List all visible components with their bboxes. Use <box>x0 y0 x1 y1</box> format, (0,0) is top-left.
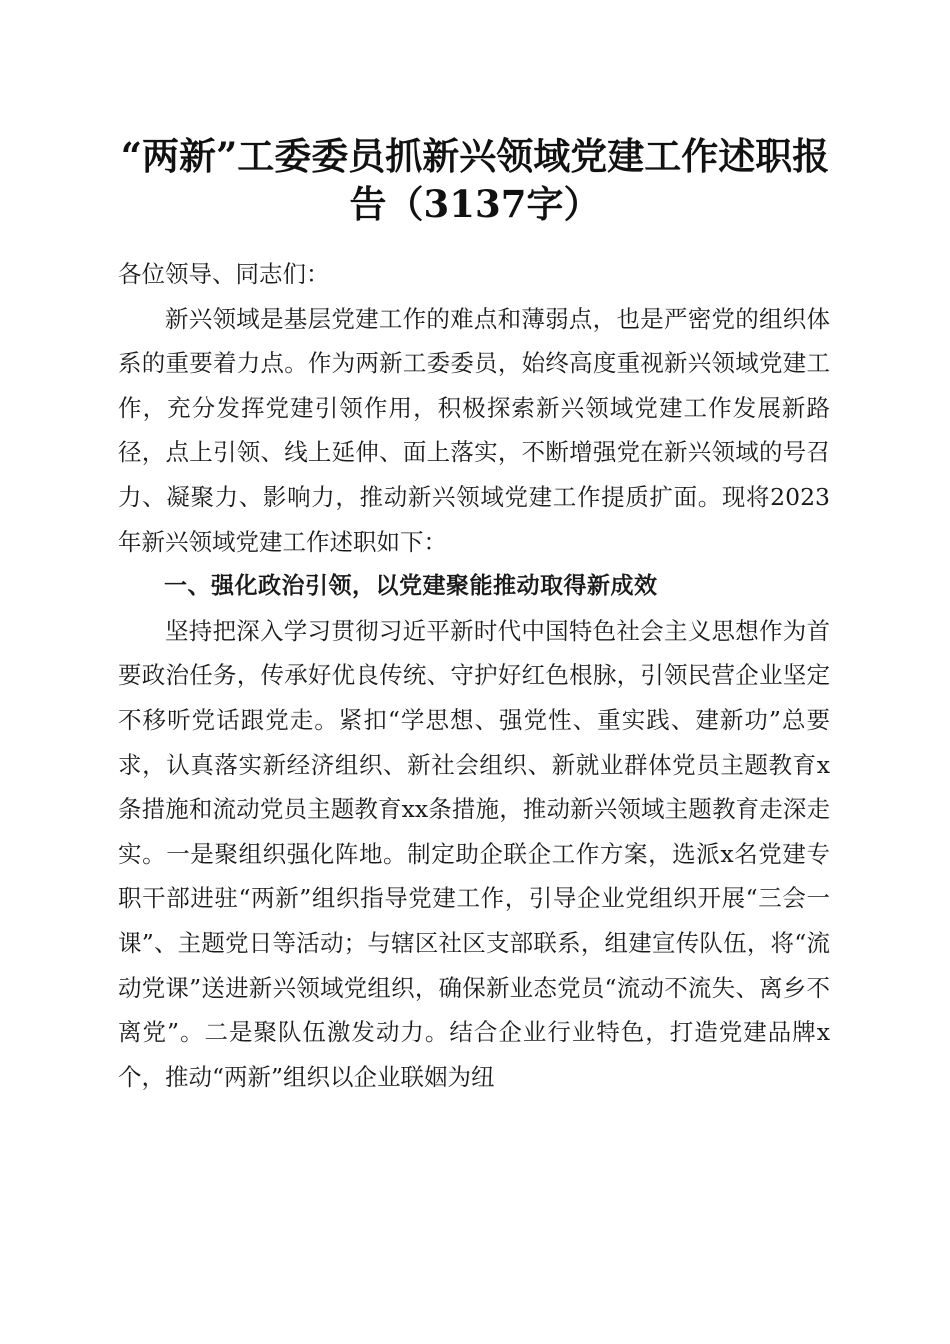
document-title <box>120 132 830 228</box>
section-1-paragraph: 坚持把深入学习贯彻习近平新时代中国特色社会主义思想作为首要政治任务，传承好优良传统、守护好红色根脉，引领民营企业坚定不移听党话跟党走。紧扣“学思想、强党性、重实践、建新功”总要求，认真落实新经济组织、新社会组织、新就业群体党员主题教育x条措施和流动党员主题教育xx条措施，推动新兴领域主题教育走深走实。一是聚组织强化阵地。制定助企联企工作方案，选派x名党建专职干部进驻“两新”组织指导党建工作，引导企业党组织开展“三会一课”、主题党日等活动；与辖区社区支部联系，组建宣传队伍，将“流动党课”送进新兴领域党组织，确保新业态党员“流动不流失、离乡不离党”。二是聚队伍激发动力。结合企业行业特色，打造党建品牌x个，推动“两新”组织以企业联姻为纽 <box>118 616 830 1091</box>
section-1-heading: 一、强化政治引领，以党建聚能推动取得新成效 <box>164 573 658 600</box>
document-body <box>118 252 830 1099</box>
salutation: 各位领导、同志们： <box>118 260 330 288</box>
title-line-2: 告（3137字） <box>349 182 601 226</box>
intro-paragraph: 新兴领域是基层党建工作的难点和薄弱点，也是严密党的组织体系的重要着力点。作为两新工委委员，始终高度重视新兴领域党建工作，充分发挥党建引领作用，积极探索新兴领域党建工作发展新路径，点上引领、线上延伸、面上落实，不断增强党在新兴领域的号召力、凝聚力、影响力，推动新兴领域党建工作提质扩面。现将2023年新兴领域党建工作述职如下： <box>118 304 830 556</box>
title-line-1: “两新”工委委员抓新兴领域党建工作述职报 <box>120 134 830 178</box>
